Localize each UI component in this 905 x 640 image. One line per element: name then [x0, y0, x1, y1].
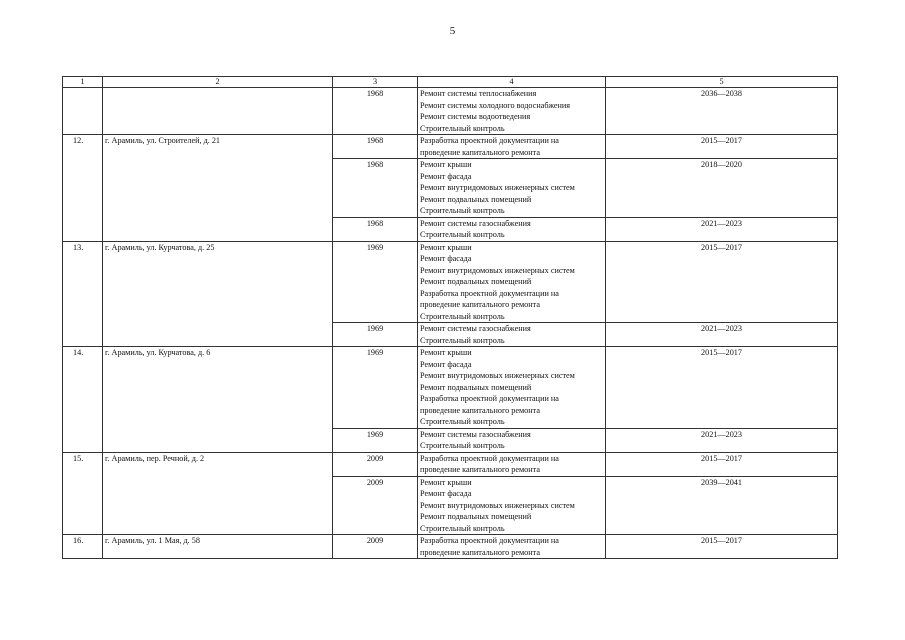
work-item: проведение капитального ремонта: [420, 465, 540, 474]
work-item: Ремонт фасада: [420, 359, 472, 369]
build-year: 1968: [333, 88, 418, 135]
row-number: 14.: [63, 347, 103, 453]
header-row: [63, 77, 838, 88]
work-item: Ремонт фасада: [420, 254, 472, 263]
build-year: 1969: [333, 323, 418, 347]
build-year: 2009: [333, 452, 418, 476]
repair-period: 2015—2017: [606, 535, 838, 559]
work-list: [418, 135, 606, 159]
row-number: [63, 88, 103, 135]
work-item: Строительный контроль: [420, 417, 505, 426]
work-list: [418, 217, 606, 241]
work-item: Строительный контроль: [420, 523, 505, 533]
work-list: [418, 88, 606, 135]
work-list: [418, 476, 606, 535]
table-row: [63, 452, 838, 476]
work-item: Разработка проектной документации на: [420, 394, 559, 403]
work-item: Ремонт внутридомовых инженерных систем: [420, 371, 575, 380]
repair-period: 2021—2023: [606, 217, 838, 241]
row-number: 15.: [63, 452, 103, 535]
table-row: [63, 241, 838, 323]
repair-period: 2015—2017: [606, 135, 838, 159]
work-item: Разработка проектной документации на: [420, 288, 559, 298]
work-item: проведение капитального ремонта: [420, 405, 540, 415]
building-address: г. Арамиль, ул. Строителей, д. 21: [103, 135, 333, 242]
building-address: г. Арамиль, пер. Речной, д. 2: [103, 452, 333, 535]
work-item: Ремонт внутридомовых инженерных систем: [420, 183, 575, 192]
table-row: [63, 88, 838, 135]
repair-period: 2018—2020: [606, 159, 838, 218]
build-year: 1968: [333, 217, 418, 241]
build-year: 1969: [333, 347, 418, 429]
work-item: Ремонт фасада: [420, 489, 472, 498]
work-item: Строительный контроль: [420, 230, 505, 239]
work-item: Ремонт крыши: [420, 477, 472, 487]
repair-period: 2021—2023: [606, 428, 838, 452]
work-item: Ремонт внутридомовых инженерных систем: [420, 500, 575, 510]
building-address: [103, 88, 333, 135]
work-item: Ремонт крыши: [420, 242, 472, 252]
work-item: Строительный контроль: [420, 206, 505, 215]
table-row: [63, 535, 838, 559]
row-number: 13.: [63, 241, 103, 347]
work-list: [418, 452, 606, 476]
work-item: Ремонт подвальных помещений: [420, 382, 532, 392]
build-year: 1968: [333, 159, 418, 218]
work-list: [418, 428, 606, 452]
row-number: 16.: [63, 535, 103, 559]
work-item: Ремонт подвальных помещений: [420, 194, 532, 204]
work-list: [418, 323, 606, 347]
building-address: г. Арамиль, ул. 1 Мая, д. 58: [103, 535, 333, 559]
building-address: г. Арамиль, ул. Курчатова, д. 25: [103, 241, 333, 347]
work-item: Ремонт системы газоснабжения: [420, 324, 531, 333]
header-cell: 3: [333, 77, 418, 88]
header-cell: 2: [103, 77, 333, 88]
work-list: [418, 241, 606, 323]
row-number: 12.: [63, 135, 103, 242]
work-item: Ремонт системы теплоснабжения: [420, 89, 537, 98]
repair-period: 2015—2017: [606, 452, 838, 476]
work-item: Строительный контроль: [420, 335, 505, 345]
build-year: 1969: [333, 428, 418, 452]
repair-schedule-table: [62, 76, 838, 559]
build-year: 1969: [333, 241, 418, 323]
header-cell: 1: [63, 77, 103, 88]
table-row: [63, 135, 838, 159]
work-item: Ремонт системы водоотведения: [420, 112, 531, 121]
work-item: Ремонт системы газоснабжения: [420, 218, 531, 228]
repair-period: 2015—2017: [606, 347, 838, 429]
work-list: [418, 535, 606, 559]
work-item: Разработка проектной документации на: [420, 136, 559, 145]
repair-period: 2021—2023: [606, 323, 838, 347]
work-list: [418, 347, 606, 429]
header-cell: 4: [418, 77, 606, 88]
work-item: Ремонт фасада: [420, 171, 472, 181]
build-year: 1968: [333, 135, 418, 159]
work-item: Строительный контроль: [420, 441, 505, 450]
repair-period: 2036—2038: [606, 88, 838, 135]
work-item: Разработка проектной документации на: [420, 536, 559, 545]
work-item: Разработка проектной документации на: [420, 453, 559, 463]
work-item: Ремонт системы холодного водоснабжения: [420, 100, 571, 110]
work-item: Строительный контроль: [420, 123, 505, 133]
work-item: проведение капитального ремонта: [420, 147, 540, 157]
work-item: Ремонт подвальных помещений: [420, 277, 532, 286]
building-address: г. Арамиль, ул. Курчатова, д. 6: [103, 347, 333, 453]
work-item: Ремонт внутридомовых инженерных систем: [420, 265, 575, 275]
work-list: [418, 159, 606, 218]
build-year: 2009: [333, 535, 418, 559]
work-item: Строительный контроль: [420, 311, 505, 321]
work-item: проведение капитального ремонта: [420, 547, 540, 557]
work-item: Ремонт крыши: [420, 160, 472, 169]
work-item: Ремонт крыши: [420, 348, 472, 357]
header-cell: 5: [606, 77, 838, 88]
work-item: проведение капитального ремонта: [420, 300, 540, 309]
repair-period: 2039—2041: [606, 476, 838, 535]
repair-period: 2015—2017: [606, 241, 838, 323]
work-item: Ремонт подвальных помещений: [420, 512, 532, 521]
build-year: 2009: [333, 476, 418, 535]
work-item: Ремонт системы газоснабжения: [420, 429, 531, 439]
page-number: 5: [449, 25, 456, 37]
table-row: [63, 347, 838, 429]
